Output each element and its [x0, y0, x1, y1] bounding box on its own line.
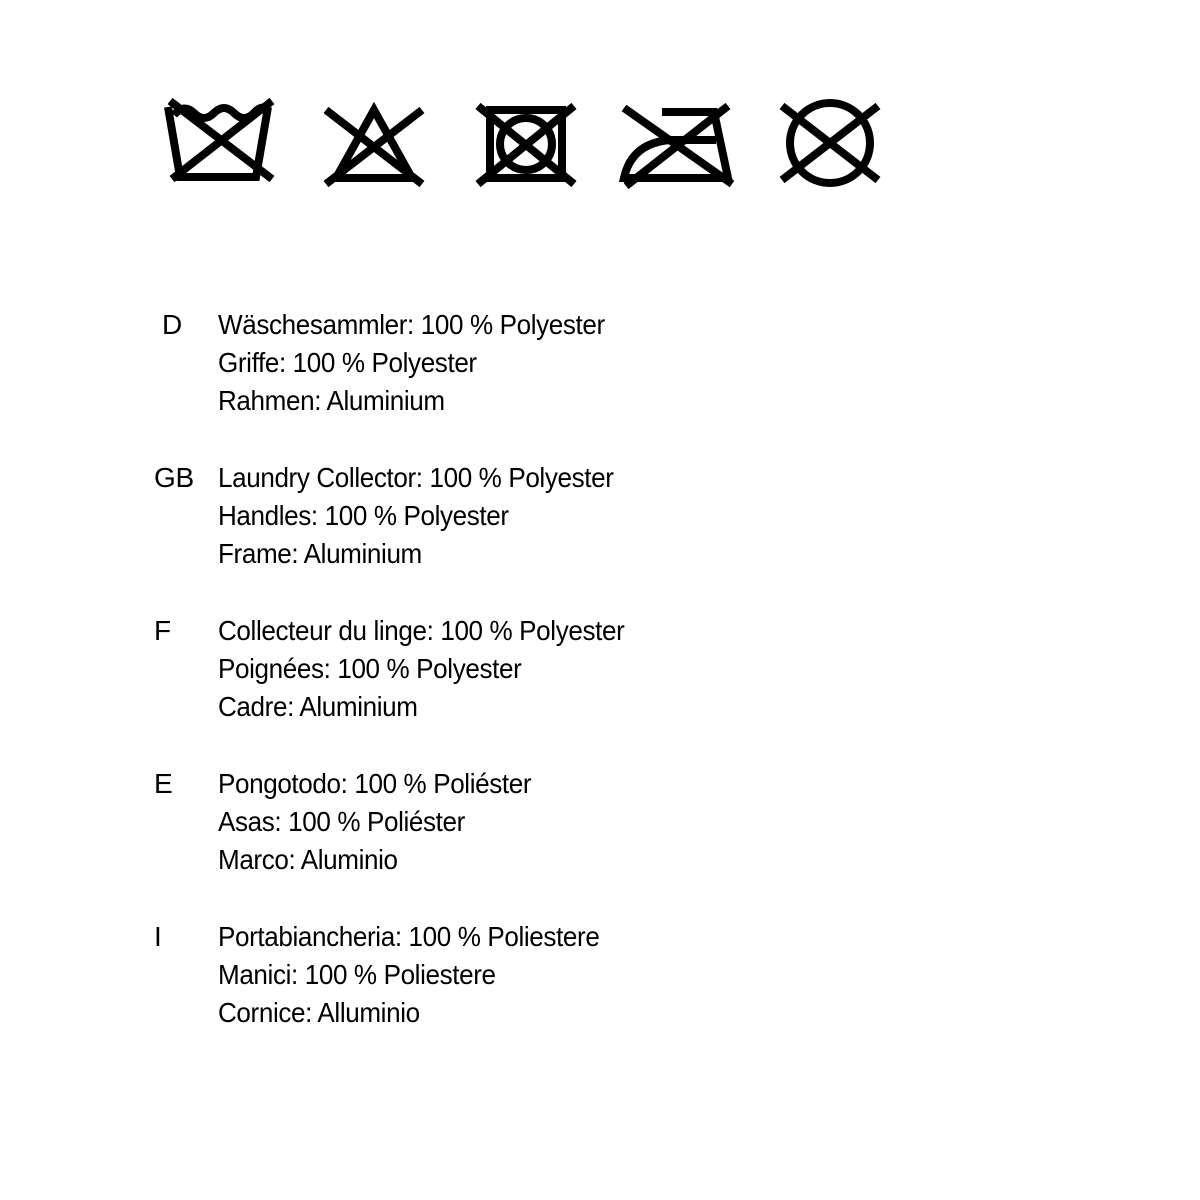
do-not-tumble-dry-icon [474, 100, 578, 188]
material-lines [218, 306, 1118, 420]
material-line: Asas: 100 % Poliéster [218, 806, 465, 837]
language-block-e [0, 765, 1200, 918]
material-composition [0, 306, 1200, 1071]
language-code: D [162, 309, 182, 340]
do-not-dry-clean-icon [778, 98, 882, 188]
material-line: Collecteur du linge: 100 % Polyester [218, 615, 625, 646]
material-line: Cornice: Alluminio [218, 997, 420, 1028]
material-line: Frame: Aluminium [218, 538, 422, 569]
do-not-bleach-icon [322, 100, 426, 188]
language-block-gb [0, 459, 1200, 612]
material-line: Pongotodo: 100 % Poliéster [218, 768, 532, 799]
language-code: GB [154, 462, 194, 493]
language-code: E [154, 768, 173, 799]
do-not-iron-icon [618, 100, 738, 188]
material-lines [218, 459, 1118, 573]
material-line: Marco: Aluminio [218, 844, 398, 875]
language-code: F [154, 615, 171, 646]
material-line: Rahmen: Aluminium [218, 385, 445, 416]
material-lines [218, 612, 1118, 726]
material-line: Handles: 100 % Polyester [218, 500, 509, 531]
material-line: Laundry Collector: 100 % Polyester [218, 462, 614, 493]
language-block-d [0, 306, 1200, 459]
language-block-f [0, 612, 1200, 765]
language-code: I [154, 921, 162, 952]
do-not-wash-icon [160, 95, 280, 190]
material-line: Poignées: 100 % Polyester [218, 653, 522, 684]
material-line: Portabiancheria: 100 % Poliestere [218, 921, 600, 952]
material-line: Cadre: Aluminium [218, 691, 418, 722]
language-block-i [0, 918, 1200, 1071]
material-lines [218, 765, 1118, 879]
material-line: Wäschesammler: 100 % Polyester [218, 309, 605, 340]
care-symbols-row [0, 0, 1200, 260]
material-line: Manici: 100 % Poliestere [218, 959, 496, 990]
material-lines [218, 918, 1118, 1032]
material-line: Griffe: 100 % Polyester [218, 347, 477, 378]
